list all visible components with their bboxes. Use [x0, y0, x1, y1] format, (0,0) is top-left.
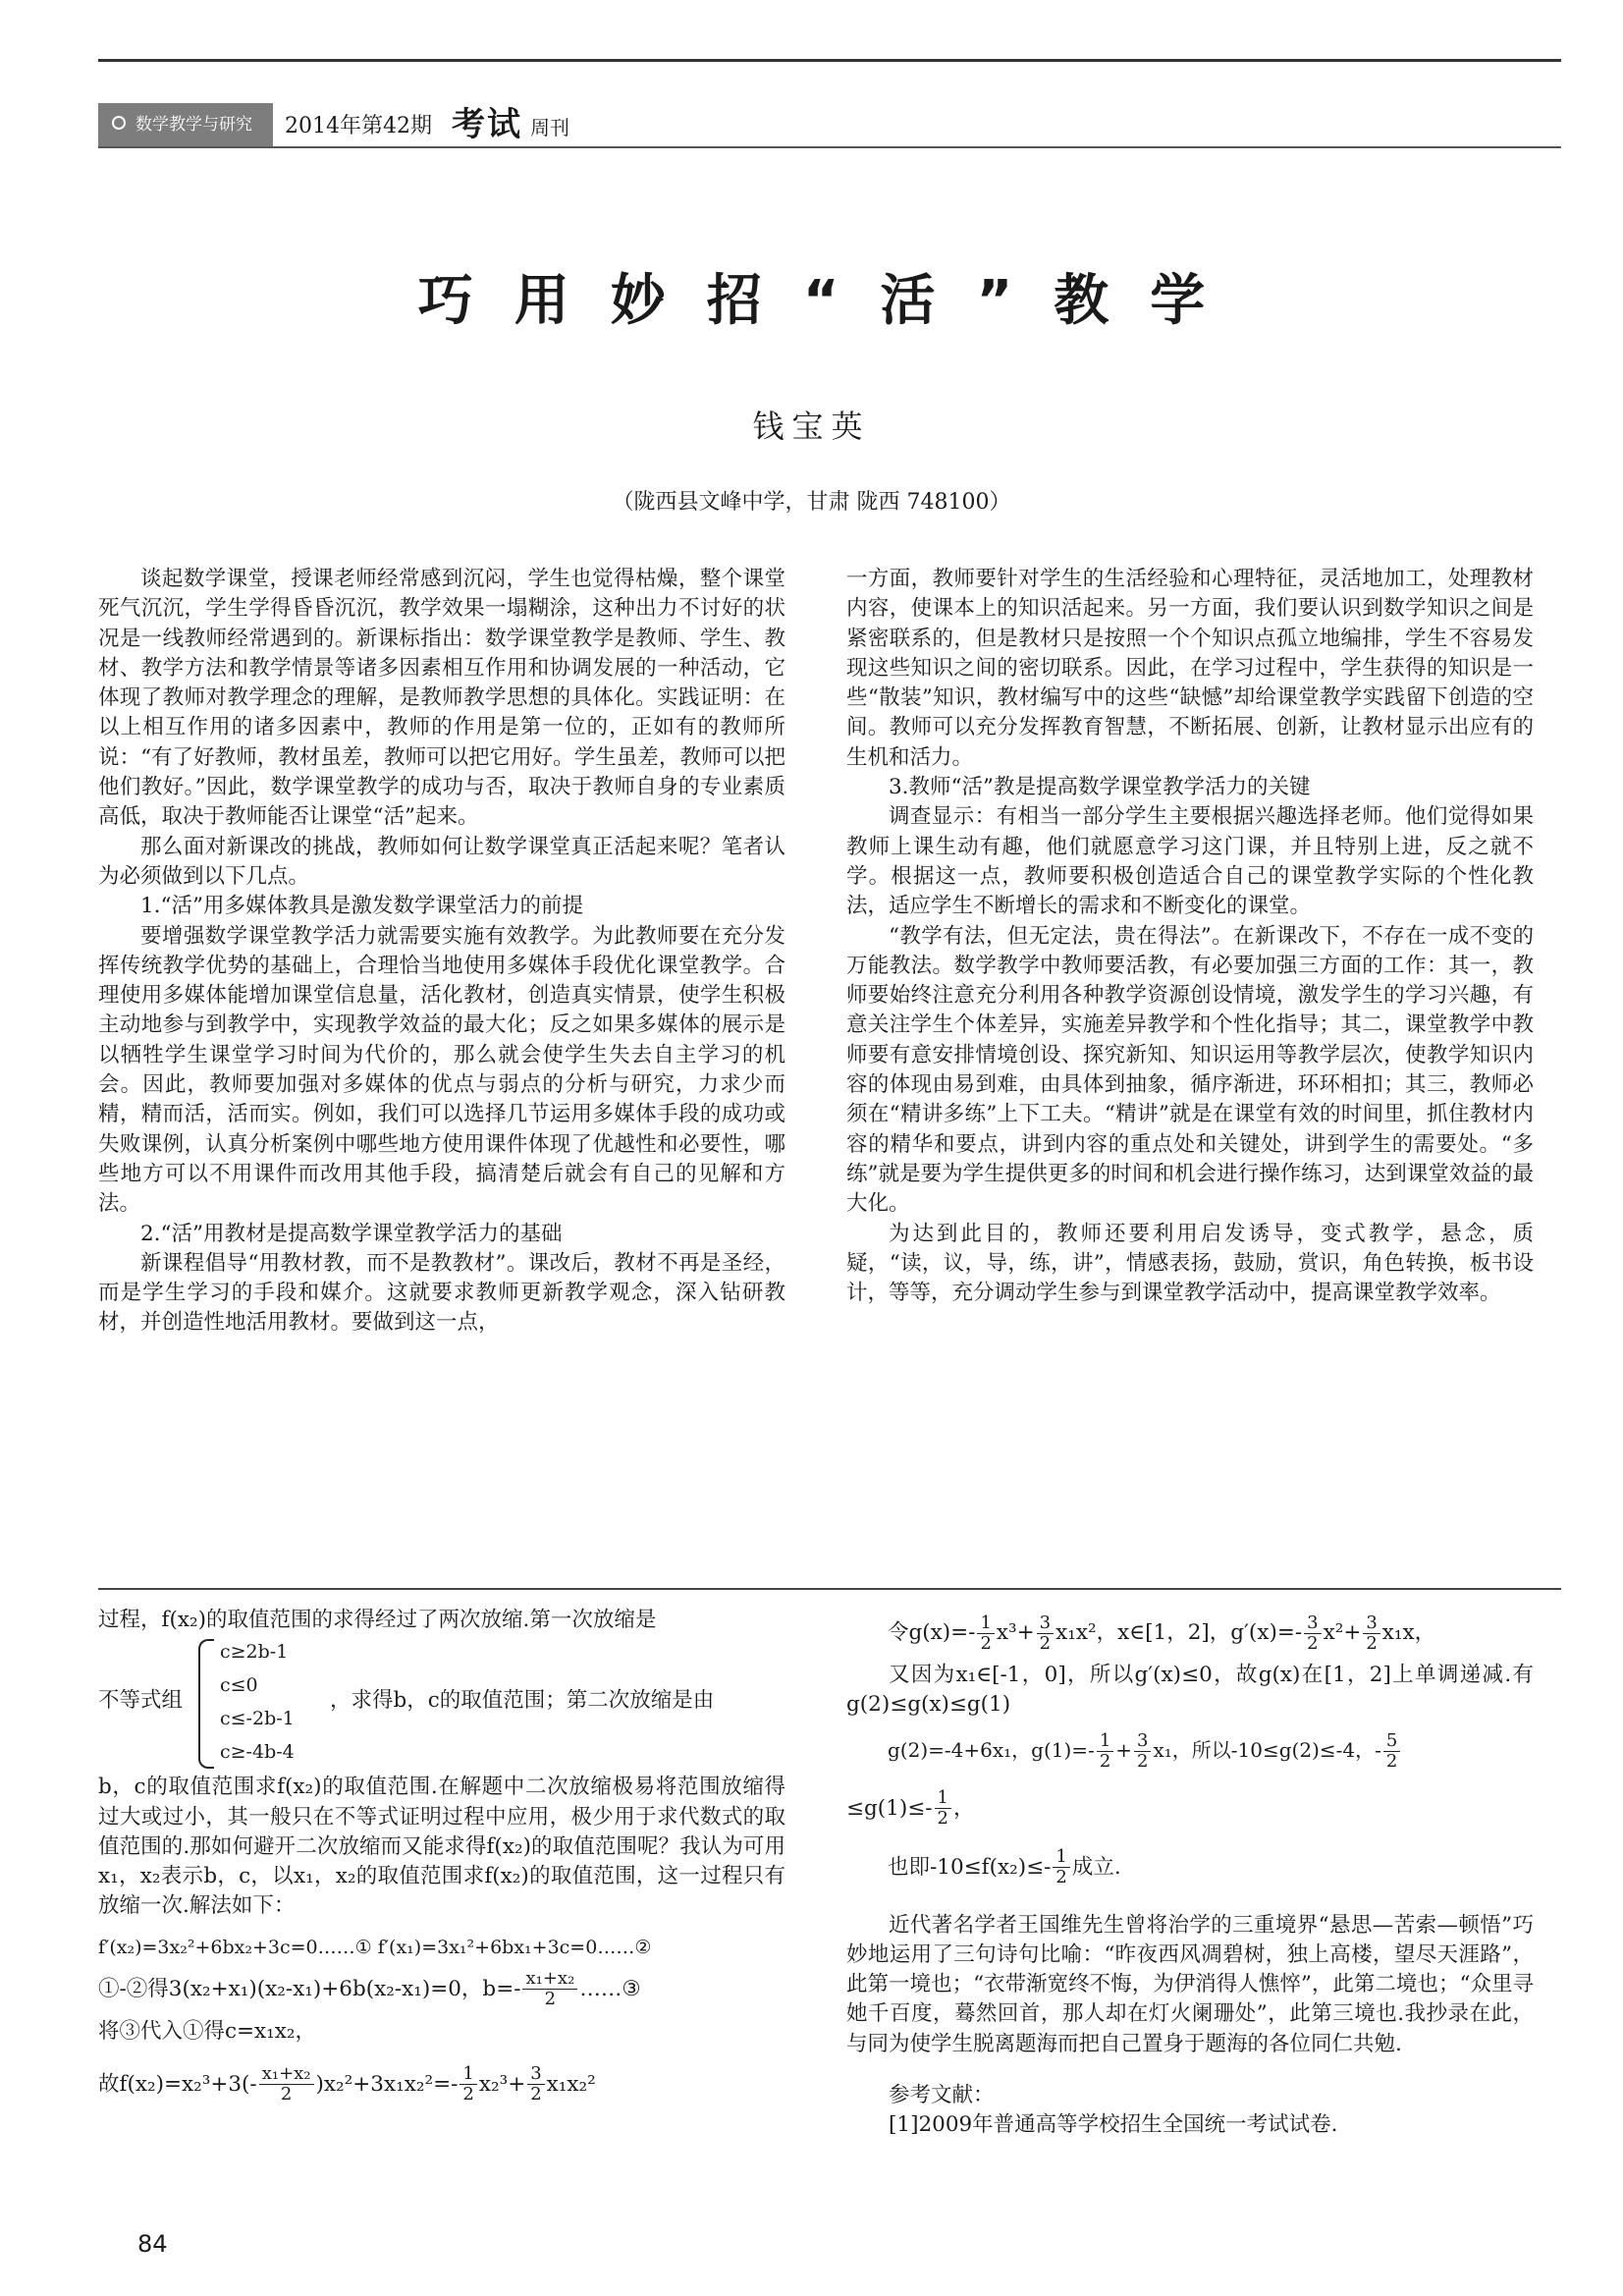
fraction-numerator: 1 — [1097, 1731, 1113, 1752]
eq-text: x²+ — [1323, 1620, 1362, 1645]
left-column-bottom — [98, 1606, 785, 2114]
g-definition — [846, 1606, 1534, 1661]
fraction-numerator: 1 — [977, 1613, 994, 1634]
journal-suffix: 周刊 — [530, 116, 569, 139]
fraction-denominator: 2 — [937, 1808, 948, 1830]
fraction-denominator: 2 — [1307, 1632, 1319, 1654]
section-heading: 1.“活”用多媒体教具是激发数学课堂活力的前提 — [140, 894, 583, 919]
fraction — [460, 2064, 476, 2105]
eq-text: x³+ — [996, 1620, 1035, 1645]
eq-text: 也即-10≤f(x₂)≤- — [888, 1854, 1052, 1880]
equation-5 — [98, 2055, 785, 2114]
paragraph: 新课程倡导“用教材教，而不是教教材”。课改后，教材不再是圣经，而是学生学习的手段和媒介。这就要求教师更新教学观念，深入钻研教材，并创造性地活用教材。要做到这一点， — [98, 1250, 785, 1336]
fraction-numerator: 3 — [1037, 1613, 1054, 1634]
fraction-numerator: 1 — [935, 1788, 951, 1809]
system-after-text: ，求得b，c的取值范围；第二次放缩是由 — [330, 1688, 715, 1714]
paragraph: b，c的取值范围求f(x₂)的取值范围.在解题中二次放缩极易将范围放缩得过大或过小，其一般只在不等式证明过程中应用，极少用于求代数式的取值范围的.那如何避开二次放缩而又能求得f(x₂)的取值范围呢？我认为可用x₁，x₂表示b，c，以x₁，x₂的取值范围求f(x₂)的取值范围，这一过程只有放缩一次.解法如下： — [98, 1775, 785, 1919]
eq-text: x₂³+ — [478, 2071, 526, 2097]
eq-text: ①-②得3(x₂+x₁)(x₂-x₁)+6b(x₂-x₁)=0，b=- — [98, 1976, 521, 2001]
fraction-denominator: 2 — [462, 2084, 474, 2105]
fraction — [1097, 1731, 1113, 1772]
header-divider — [98, 146, 1561, 148]
eq-text: 成立. — [1071, 1854, 1121, 1880]
paragraph: 那么面对新课改的挑战，教师如何让数学课堂真正活起来呢？笔者认为必须做到以下几点。 — [98, 834, 785, 889]
eq-text: 故f(x₂)=x₂³+3(- — [98, 2071, 257, 2097]
fraction-denominator: 2 — [1137, 1750, 1149, 1772]
fraction-numerator: 5 — [1383, 1731, 1400, 1752]
references-title: 参考文献： — [889, 2083, 995, 2108]
page-number: 84 — [137, 2230, 168, 2258]
fraction-numerator: 1 — [1053, 1847, 1069, 1868]
article-title: 巧用妙招“活”教学 — [417, 269, 1247, 333]
fraction-denominator: 2 — [1055, 1867, 1067, 1888]
eq-text: x₁，所以-10≤g(2)≤-4，- — [1153, 1737, 1381, 1762]
article-affiliation: （陇西县文峰中学，甘肃 陇西 748100） — [612, 490, 1011, 515]
paragraph: “教学有法，但无定法，贵在得法”。在新课改下，不存在一成不变的万能教法。数学教学中教师要活教，有必要加强三方面的工作：其一，教师要始终注意充分利用各种教学资源创设情境，激发学生的学习兴趣，有意关注学生个体差异，实施差异教学和个性化指导；其二，课堂教学中教师要有意安排情境创设、探究新知、知识运用等教学层次，使教学知识内容的体现由易到难，由具体到抽象，循序渐进，环环相扣；其三，教师必须在“精讲多练”上下工夫。“精讲”就是在课堂有效的时间里，抓住教材内容的精华和要点，讲到内容的重点处和关键处，讲到学生的需要处。“多练”就是要为学生提供更多的时间和机会进行操作练习，达到课堂效益的最大化。 — [846, 923, 1534, 1217]
eq-text: g(2)=-4+6x₁，g(1)=- — [888, 1737, 1095, 1762]
page-header — [98, 103, 1561, 148]
left-column-top — [98, 565, 785, 1339]
fraction-denominator: 2 — [1366, 1632, 1378, 1654]
section-tab — [98, 103, 273, 146]
system-lines — [220, 1635, 295, 1769]
fraction-numerator: 3 — [1134, 1731, 1151, 1752]
fraction-denominator: 2 — [530, 2084, 542, 2105]
section-heading: 3.教师“活”教是提高数学课堂教学活力的关键 — [889, 775, 1311, 800]
fraction — [1053, 1847, 1069, 1887]
section-divider — [98, 1588, 1561, 1590]
fraction — [1037, 1613, 1054, 1654]
fraction — [935, 1788, 951, 1829]
g-values — [846, 1721, 1534, 1779]
inequality: c≥-4b-4 — [220, 1741, 295, 1764]
right-column-top — [846, 565, 1534, 1308]
paragraph: 又因为x₁∈[-1，0]，所以g′(x)≤0，故g(x)在[1，2]上单调递减.有g(2)≤g(x)≤g(1) — [846, 1663, 1534, 1718]
section-tab-label: 数学教学与研究 — [135, 115, 252, 135]
circle-icon — [112, 116, 126, 130]
fraction-denominator: 2 — [1039, 1632, 1052, 1654]
paragraph: 近代著名学者王国维先生曾将治学的三重境界“悬思—苦索—顿悟”巧妙地运用了三句诗句比喻：“昨夜西风凋碧树，独上高楼，望尽天涯路”，此第一境也；“衣带渐宽终不悔，为伊消得人憔悴”，此第二境也；“众里寻她千百度，蓦然回首，那人却在灯火阑珊处”，此第三境也.我抄录在此，与同为使学生脱离题海而把自己置身于题海的各位同仁共勉. — [846, 1912, 1534, 2056]
inequality: c≥2b-1 — [220, 1641, 289, 1664]
paragraph: 谈起数学课堂，授课老师经常感到沉闷，学生也觉得枯燥，整个课堂死气沉沉，学生学得昏昏沉沉，教学效果一塌糊涂，这种出力不讨好的状况是一线教师经常遇到的。新课标指出：数学课堂教学是教师、学生、教材、教学方法和教学情景等诸多因素相互作用和协调发展的一种活动，它体现了教师对教学理念的理解，是教师教学思想的具体化。实践证明：在以上相互作用的诸多因素中，教师的作用是第一位的，正如有的教师所说：“有了好教师，教材虽差，教师可以把它用好。学生虽差，教师可以把他们教好。”因此，数学课堂教学的成功与否，取决于教师自身的专业素质高低，取决于教师能否让课堂“活”起来。 — [98, 567, 785, 830]
inequality-system — [98, 1635, 785, 1773]
eq-text: )x₂²+3x₁x₂²=- — [315, 2071, 459, 2097]
fraction-denominator: 2 — [1099, 1750, 1111, 1772]
fraction — [1134, 1731, 1151, 1772]
eq-text: x₁x₂² — [546, 2071, 596, 2097]
eq-text: ， — [952, 1795, 975, 1821]
fraction-numerator: 1 — [460, 2064, 476, 2085]
fraction — [527, 2064, 544, 2105]
eq-text: x₁x²，x∈[1，2]，g′(x)=- — [1055, 1620, 1303, 1645]
equation-3 — [98, 1965, 785, 2014]
eq-text: x₁x， — [1381, 1620, 1436, 1645]
eq-text: ……③ — [579, 1976, 641, 2001]
paragraph: 过程，f(x₂)的取值范围的求得经过了两次放缩.第一次放缩是 — [98, 1608, 657, 1632]
paragraph: 要增强数学课堂教学活力就需要实施有效教学。为此教师要在充分发挥传统教学优势的基础上，合理恰当地使用多媒体手段优化课堂教学。合理使用多媒体能增加课堂信息量，活化教材，创造真实情景，使学生积极主动地参与到教学中，实现教学效益的最大化；反之如果多媒体的展示是以牺牲学生课堂学习时间为代价的，那么就会使学生失去自主学习的机会。因此，教师要加强对多媒体的优点与弱点的分析与研究，力求少而精，精而活，活而实。例如，我们可以选择几节运用多媒体手段的成功或失败课例，认真分析案例中哪些地方使用课件体现了优越性和必要性，哪些地方可以不用课件而改用其他手段，搞清楚后就会有自己的见解和方法。 — [98, 923, 785, 1217]
journal-name: 考试 — [452, 105, 522, 144]
fraction-numerator: x₁+x₂ — [522, 1969, 577, 1990]
inequality: c≤0 — [220, 1674, 258, 1697]
fraction — [977, 1613, 994, 1654]
article-author: 钱宝英 — [752, 408, 871, 445]
fraction-denominator: 2 — [980, 1632, 992, 1654]
top-rule — [98, 59, 1561, 62]
section-heading: 2.“活”用教材是提高数学课堂教学活力的基础 — [140, 1221, 563, 1246]
inequality: c≤-2b-1 — [220, 1708, 295, 1730]
fraction — [1383, 1731, 1400, 1772]
paragraph: 一方面，教师要针对学生的生活经验和心理特征，灵活地加工，处理教材内容，使课本上的知识活起来。另一方面，我们要认识到数学知识之间是紧密联系的，但是教材只是按照一个个知识点孤立地编排，学生不容易发现这些知识之间的密切联系。因此，在学习过程中，学生获得的知识是一些“散装”知识，教材编写中的这些“缺憾”却给课堂教学实践留下创造的空间。教师可以充分发挥教育智慧，不断拓展、创新，让教材显示出应有的生机和活力。 — [846, 567, 1534, 770]
issue-label: 2014年第42期 — [285, 114, 432, 138]
system-label: 不等式组 — [98, 1688, 184, 1714]
fraction-denominator: 2 — [544, 1989, 557, 2010]
g1-bound — [846, 1779, 1534, 1838]
equation-4: 将③代入①得c=x₁x₂， — [98, 2018, 317, 2044]
fraction-denominator: 2 — [280, 2084, 293, 2105]
reference-item: [1]2009年普通高等学校招生全国统一考试试卷. — [889, 2112, 1338, 2138]
eq-text: ≤g(1)≤- — [846, 1795, 933, 1821]
paragraph: 调查显示：有相当一部分学生主要根据兴趣选择老师。他们觉得如果教师上课生动有趣，他们就愿意学习这门课，并且特别上进，反之就不学。根据这一点，教师要积极创造适合自己的课堂教学实际的个性化教法，适应学生不断增长的需求和不断变化的课堂。 — [846, 804, 1534, 919]
fraction — [522, 1969, 577, 2009]
fraction-numerator: 3 — [1304, 1613, 1321, 1634]
eq-text: 令g(x)=- — [888, 1620, 976, 1645]
conclusion — [846, 1838, 1534, 1897]
fraction — [1304, 1613, 1321, 1654]
fraction — [1363, 1613, 1380, 1654]
right-column-bottom — [846, 1606, 1534, 2141]
eq-text: + — [1115, 1737, 1133, 1762]
brace-icon — [198, 1639, 214, 1769]
paragraph: 为达到此目的，教师还要利用启发诱导，变式教学，悬念，质疑，“读，议，导，练，讲”，情感表扬，鼓励，赏识，角色转换，板书设计，等等，充分调动学生参与到课堂教学活动中，提高课堂教学效率。 — [846, 1221, 1534, 1306]
fraction-numerator: x₁+x₂ — [259, 2064, 314, 2085]
fraction — [259, 2064, 314, 2105]
fraction-denominator: 2 — [1385, 1750, 1398, 1772]
equation-1-2: f′(x₂)=3x₂²+6bx₂+3c=0……① f′(x₁)=3x₁²+6bx₁+3c=0……② — [98, 1936, 652, 1958]
fraction-numerator: 3 — [1363, 1613, 1380, 1634]
fraction-numerator: 3 — [527, 2064, 544, 2085]
